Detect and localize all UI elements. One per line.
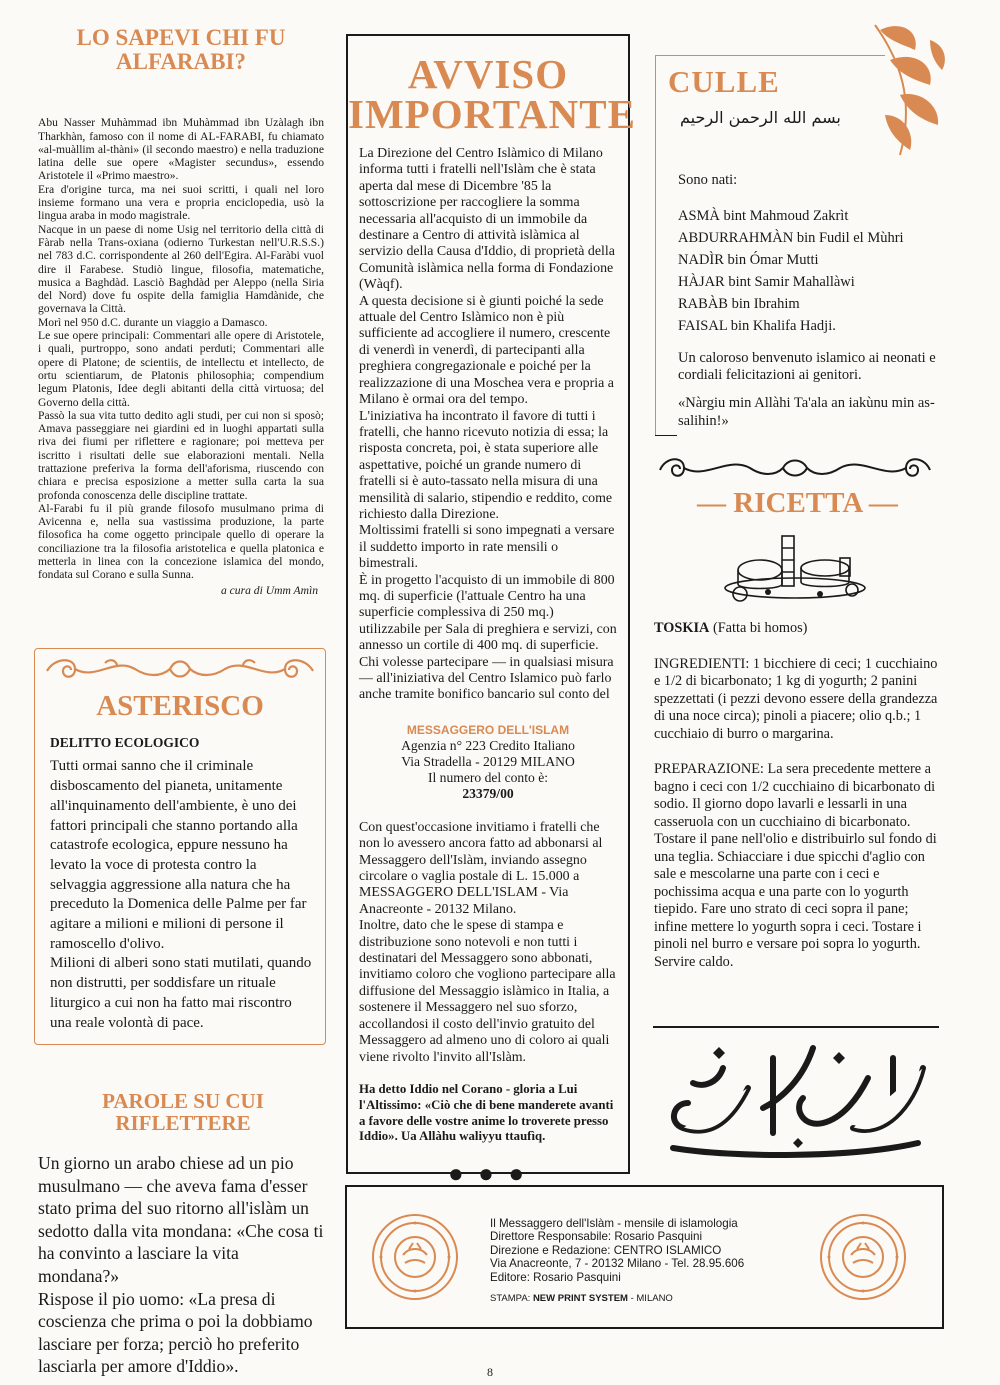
masthead-text: [490, 1217, 820, 1305]
avviso-paragraph: L'iniziativa ha incontrato il favore di tutti i fratelli, che hanno ricevuto notizia di essa; la risposta concreta, poi, è stata superiore alle aspettative, poiché un grande numero di fratelli si è auto-tassato nella misura di una mensilità di salario, stipendio e reddito, come richiesto dalla Direzione.: [359, 408, 613, 522]
farabi-paragraph: Al-Farabi fu il più grande filosofo musulmano prima di Avicenna e, nella sua vastissima produzione, la parte filosofica ha come oggetto principale quello di operare la conciliazione tra la filosofia aristotelica e quella platonica e metterla in linea con la concezione islamica del mondo, fondata sul Corano e sulla Sunna.: [38, 501, 324, 582]
farabi-paragraph: Nacque in un paese di nome Usig nel territorio della città di Fàrab nella Trans-oxiana (odierno Turkestan nell'U.R.S.S.) nel 783 d.C. corrispondente al 260 dell'Egira. Al-Faràbi vuol dire il Farabese. Studiò lingue, filosofia, matematiche, musica a Baghdàd. Lasciò Baghdàd per Aleppo (nella Siria del Nord) dove fu ospite della famiglia Hamdànide, che governava la Città.: [38, 222, 324, 316]
avviso-box: [346, 34, 636, 1189]
page-number: 8: [487, 1365, 493, 1379]
asterisco-body: [50, 757, 315, 1033]
scroll-ornament-icon: [650, 450, 940, 486]
coran-quote: Ha detto Iddio nel Corano - gloria a Lui l'Altissimo: «Ciò che di bene manderete avanti a favore delle vostre anime lo troverete presso Iddio». Ua Allàhu waliyyu ttaufìq.: [359, 1081, 614, 1144]
parole-body: [38, 1152, 324, 1378]
bank-address: Via Stradella - 20129 MILANO: [401, 753, 575, 769]
asterisco-subtitle: DELITTO ECOLOGICO: [50, 735, 200, 751]
culle-intro: Sono nati:: [678, 172, 738, 188]
bank-agency: Agenzia n° 223 Credito Italiano: [401, 737, 575, 753]
ricetta-body: [654, 620, 938, 971]
centro-islamico-seal-icon: [369, 1211, 461, 1303]
printer-city: - MILANO: [630, 1293, 673, 1305]
avviso-paragraph: La Direzione del Centro Islàmico di Milano informa tutti i fratelli nell'Islàm che è stata aperta dal mese di Dicembre '85 la sottoscrizione per raccogliere la somma necessaria all'acquisto di un immobile da destinare a Centro di attività islàmica al servizio della Causa d'Iddio, di proprietà della Comunità islàmica nella forma di Fondazione (Wàqf).: [359, 146, 615, 293]
farabi-signature: a cura di Umm Amìn: [220, 583, 318, 597]
farabi-paragraph: Era d'origine turca, ma nei suoi scritti, i quali nel loro insieme formano una vera e propria enciclopedia, usò la lingua araba in modo magistrale.: [38, 182, 324, 223]
ingredients-text: 1 bicchiere di ceci; 1 cucchiaino e 1/2 di bicarbonato; 1 kg di yogurth; 2 panini spezzettati (i pezzi devono essere della grandezza di una noce circa); pinoli a piacere; olio q.b.; 1 cucchiaio di burro o margarina.: [654, 655, 938, 742]
basmala: بسم الله الرحمن الرحيم: [680, 108, 841, 127]
preparation: [654, 761, 938, 971]
dish-title: [654, 620, 938, 638]
avviso-title: AVVISO IMPORTANTE: [348, 51, 636, 137]
list-item: ABDURRAHMÀN bin Fudil el Mùhri: [678, 229, 904, 246]
masthead-line: Editore: Rosario Pasquini: [490, 1270, 621, 1284]
masthead-line: Direttore Responsabile: Rosario Pasquini: [490, 1230, 703, 1244]
culle-title: CULLE: [668, 64, 780, 99]
preparation-text: La sera precedente mettere a bagno i ceci con 1/2 cucchiaino di bicarbonato di sodio. Il giorno dopo lavarli e lessarli in una casseruola con un cucchiaino di bicarbonato. Tostare il pane nell'olio e distribuirlo sul fondo di una teglia. Schiacciare i due spicchi d'aglio con sale e mescolarne una parte con i ceci e pochissima acqua e una parte con lo yogurth tiepido. Fare uno strato di ceci sopra il pane; infine mettere lo yogurth sopra i ceci. Tostare i pinoli nel burro e versare poi sopra lo yogurth. Servire caldo.: [654, 761, 937, 970]
list-item: ASMÀ bint Mahmoud Zakrìt: [678, 207, 849, 224]
culle-frame-bottom: [655, 435, 677, 436]
farabi-article: [38, 26, 324, 597]
ingredients-label: INGREDIENTI:: [654, 655, 750, 672]
avviso-paragraph: Chi volesse partecipare — in qualsiasi misura — all'iniziativa del Centro Islamico può farlo anche tramite bonifico bancario sul conto del: [359, 654, 614, 703]
bank-details: [348, 722, 628, 802]
asterisco-box: [34, 648, 326, 1045]
culle-frame-left: [655, 55, 656, 435]
avviso-paragraph: Con quest'occasione invitiamo i fratelli che non lo avessero ancora fatto ad abbonarsi al Messaggero dell'Islàm, inviando assegno circolare o vaglia postale di L. 15.000 a MESSAGGERO DELL'ISLAM - Via Anacreonte - 20132 Milano.: [359, 819, 603, 917]
bank-account-label: Il numero del conto è:: [427, 769, 549, 785]
avviso-paragraph: Inoltre, dato che le spese di stampa e distribuzione sono notevoli e non tutti i destinatari del Messaggero sono abbonati, invitiamo coloro che vogliono partecipare alla diffusione del Messaggio islàmico in Italia, a sostenere il Messaggero nel suo sforzo, accollandosi il costo dell'invio gratuito del Messaggero ad almeno uno di coloro ai quali viene rivolto l'invito all'Islàm.: [359, 918, 616, 1065]
printer-line: [490, 1292, 820, 1305]
asterisco-title: ASTERISCO: [96, 690, 264, 722]
masthead-line: Via Anacreonte, 7 - 20132 Milano - Tel. 28.95.606: [490, 1257, 745, 1271]
bank-account-name: MESSAGGERO DELL'ISLAM: [406, 722, 570, 737]
printer-label: STAMPA:: [490, 1293, 531, 1305]
culle-body: [678, 172, 938, 431]
asterisco-paragraph: Milioni di alberi sono stati mutilati, quando non distrutti, per soddisfare un rituale liturgico a cui non ha fatto mai riscontro una reale volontà di pace.: [50, 955, 312, 1031]
list-item: RABÀB bin Ibrahim: [678, 295, 800, 312]
avviso-body-2: [359, 820, 617, 1066]
avviso-paragraph: Moltissimi fratelli si sono impegnati a versare il suddetto importo in rate mensili o bimestrali.: [359, 523, 615, 572]
preparation-label: PREPARAZIONE:: [654, 761, 764, 777]
dish-note: (Fatta bi homos): [712, 620, 808, 636]
list-item: HÀJAR bint Samir Mahallàwi: [678, 273, 855, 290]
culle-frame-top: [655, 55, 885, 56]
parole-title: PAROLE SU CUI RIFLETTERE: [102, 1089, 264, 1136]
ingredients: [654, 656, 938, 744]
end-dots: ● ● ●: [447, 1159, 529, 1189]
list-item: FAISAL bin Khalifa Hadji.: [678, 317, 836, 334]
ramadan-calligraphy-icon: [653, 1028, 939, 1168]
farabi-paragraph: Passò la sua vita tutto dedito agli studi, per cui non si sposò; Amava passeggiare nei giardini ed in luoghi appartati sulla riva dei fiumi per riflettere e ragionare; poi metteva per iscritto i risultati delle sue elaborazioni mentali. Nella trattazione preferiva la forma dell'aforisma, riuscendo con chiara e precisa esposizione a metter sulla carta la sua profonda conoscenza delle discipline trattate.: [38, 408, 324, 502]
masthead-line: Direzione e Redazione: CENTRO ISLAMICO: [490, 1243, 722, 1257]
culle-welcome: Un caloroso benvenuto islamico ai neonati e cordiali felicitazioni ai genitori.: [678, 349, 936, 384]
culle-wish: «Nàrgiu min Allàhi Ta'ala an iakùnu min as-salihin!»: [678, 395, 935, 429]
centro-islamico-seal-icon: [817, 1211, 909, 1303]
printer-company: NEW PRINT SYSTEM: [532, 1293, 628, 1305]
avviso-paragraph: È in progetto l'acquisto di un immobile di 800 mq. di superficie (l'attuale Centro ha una superficie complessiva di 250 mq.) utilizzabile per Sala di preghiera e servizi, con annesso un cortile di 400 mq. di superficie.: [359, 572, 617, 654]
scroll-ornament-icon: [35, 649, 325, 689]
avviso-body: [359, 146, 617, 704]
parole-paragraph: Rispose il pio uomo: «La presa di coscienza che prima o poi la dobbiamo lasciare per forza; perciò ho preferito lasciarla per amore d'Iddio».: [38, 1288, 313, 1377]
kitchen-illustration-icon: [720, 528, 870, 608]
farabi-paragraph: Le sue opere principali: Commentari alle opere di Aristotele, i quali, purtroppo, sono andati perduti; Commentari alle opere di Platone; de scientiis, de intellectu et intellecto, de ortu scientiarum, de Platonis philosophia; compendium legum Platonis, Idee degli abitanti della città virtuosa; del Governo della città.: [38, 329, 324, 409]
avviso-paragraph: A questa decisione si è giunti poiché la sede attuale del Centro Islàmico non è più sufficiente ad accogliere il numero, crescente di venerdì in venerdì, di partecipanti alla preghiera congregazionale e poiché per la realizzazione di una Moschea vera e propria a Milano è ormai ora del tempo.: [359, 293, 614, 408]
farabi-paragraph: Abu Nasser Muhàmmad ibn Muhàmmad ibn Uzàlagh ibn Tharkhàn, famoso con il nome di AL-FARABI, fu chiamato «al-muàllim al-thàni» (il secondo maestro) e nella traduzione latina delle sue opere «Magister secundus», essendo Aristotele il «Primo maestro».: [38, 116, 324, 183]
farabi-body: [38, 116, 324, 581]
asterisco-paragraph: Tutti ormai sanno che il criminale disboscamento del pianeta, unitamente all'inquinamento dell'ambiente, è uno dei fattori principali che stanno portando alla catastrofe ecologica, eppure nessuno ha levato la voce di protesta contro la selvaggia aggressione alla natura che ha preceduto la Domenica delle Palme per far agitare a milioni e milioni di persone il ramoscello d'olivo.: [50, 758, 307, 952]
farabi-paragraph: Morì nel 950 d.C. durante un viaggio a Damasco.: [38, 315, 268, 329]
farabi-title: LO SAPEVI CHI FU ALFARABI?: [76, 25, 286, 75]
bank-account-number: 23379/00: [462, 785, 514, 801]
dish-name: TOSKIA: [654, 620, 710, 636]
parole-paragraph: Un giorno un arabo chiese ad un pio musulmano — che aveva fama d'esser stato prima del suo ritorno all'islàm un sedotto dalla vita mondana: «Che cosa ti ha convinto a lasciare la vita mondana?»: [38, 1153, 324, 1286]
births-list: [678, 208, 938, 336]
masthead-line: Il Messaggero dell'Islàm - mensile di islamologia: [490, 1217, 738, 1230]
floral-ornament-icon: [860, 20, 950, 160]
list-item: NADÌR bin Ómar Mutti: [678, 251, 819, 268]
ricetta-title: — RICETTA —: [697, 487, 898, 519]
ramadan-calligraphy-box: [653, 1026, 939, 1178]
